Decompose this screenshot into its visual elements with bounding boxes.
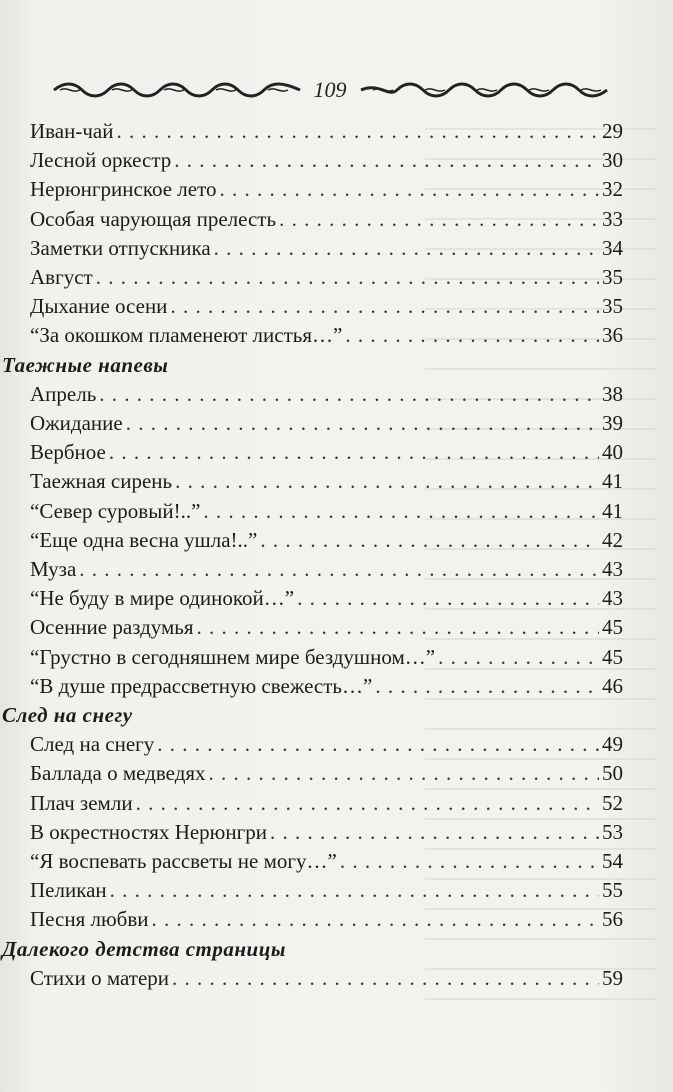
toc-entry — [30, 496, 623, 526]
toc-entry-page: 49 — [602, 732, 623, 756]
toc-entry-title: Нерюнгринское лето — [30, 177, 217, 201]
dot-leader — [157, 729, 599, 759]
toc-entry-page: 54 — [602, 849, 623, 873]
dot-leader — [340, 846, 599, 876]
dot-leader — [110, 875, 599, 905]
dot-leader — [174, 145, 599, 175]
toc-entry-title: “Я воспевать рассветы не могу…” — [30, 849, 337, 873]
toc-entry — [30, 758, 623, 788]
dot-leader — [209, 758, 599, 788]
toc-entry — [30, 612, 623, 642]
toc-entry-title: “Север суровый!..” — [30, 499, 201, 523]
toc-entry-title: Таежная сирень — [30, 469, 173, 493]
toc-entry-title: Особая чарующая прелесть — [30, 207, 277, 231]
toc-entry-title: Песня любви — [30, 907, 149, 931]
toc-entry-page: 52 — [602, 791, 623, 815]
toc-entry — [30, 174, 623, 204]
toc-entry-title: Плач земли — [30, 791, 133, 815]
dot-leader — [172, 963, 599, 993]
toc-entry — [30, 875, 623, 905]
toc-entry-title: “Не буду в мире одинокой…” — [30, 586, 295, 610]
toc-entry-title: Осенние раздумья — [30, 615, 194, 639]
toc-entry-page: 41 — [602, 499, 623, 523]
toc-entry-page: 41 — [602, 469, 623, 493]
page-number: 109 — [313, 77, 347, 102]
toc-entry — [30, 846, 623, 876]
toc-entry-title: Август — [30, 265, 93, 289]
dot-leader — [197, 612, 599, 642]
toc-entry-page: 38 — [602, 382, 623, 406]
toc-entry-title: “За окошком пламенеют листья…” — [30, 323, 343, 347]
toc-entry — [30, 204, 623, 234]
dot-leader — [170, 291, 599, 321]
toc-entry-page: 29 — [602, 119, 623, 143]
toc-entry-title: Иван-чай — [30, 119, 114, 143]
toc-entry — [30, 466, 623, 496]
toc-entry — [30, 729, 623, 759]
toc-entry-title: Ожидание — [30, 411, 123, 435]
right-ornament-icon — [359, 82, 609, 98]
toc-entry — [30, 583, 623, 613]
toc-entry — [30, 963, 623, 993]
page-header — [30, 76, 630, 104]
toc-entry — [30, 642, 623, 672]
toc-entry-page: 45 — [602, 645, 623, 669]
toc-entry — [30, 408, 623, 438]
toc-entry — [30, 320, 623, 350]
dot-leader — [260, 525, 599, 555]
toc-entry-title: Заметки отпускника — [30, 236, 211, 260]
toc-entry-page: 59 — [602, 966, 623, 990]
toc-entry-page: 53 — [602, 820, 623, 844]
dot-leader — [151, 904, 599, 934]
toc-entry-title: “В душе предрассветную свежесть…” — [30, 674, 373, 698]
toc-entry-title: Стихи о матери — [30, 966, 170, 990]
dot-leader — [79, 554, 599, 584]
dot-leader — [375, 671, 599, 701]
toc-entry-page: 30 — [602, 148, 623, 172]
toc-entry — [30, 817, 623, 847]
toc-entry — [30, 233, 623, 263]
dot-leader — [297, 583, 599, 613]
toc-entry — [30, 525, 623, 555]
toc-entry-title: След на снегу — [30, 732, 155, 756]
toc-entry-title: “Еще одна весна ушла!..” — [30, 528, 258, 552]
toc-entry — [30, 554, 623, 584]
toc-entry — [30, 116, 623, 146]
dot-leader — [270, 817, 599, 847]
toc-entry-page: 35 — [602, 265, 623, 289]
toc-entry-page: 35 — [602, 294, 623, 318]
dot-leader — [345, 320, 599, 350]
toc-entry-page: 33 — [602, 207, 623, 231]
toc-entry-page: 40 — [602, 440, 623, 464]
toc-entry-page: 39 — [602, 411, 623, 435]
left-ornament-icon — [52, 82, 302, 98]
toc-entry-page: 46 — [602, 674, 623, 698]
dot-leader — [203, 496, 599, 526]
toc-entry-page: 45 — [602, 615, 623, 639]
dot-leader — [279, 204, 599, 234]
toc-entry — [30, 904, 623, 934]
toc-entry-page: 32 — [602, 177, 623, 201]
toc-entry-page: 36 — [602, 323, 623, 347]
toc-entry-title: Апрель — [30, 382, 97, 406]
toc-entry-title: Пеликан — [30, 878, 107, 902]
toc-entry — [30, 262, 623, 292]
toc-entry-page: 56 — [602, 907, 623, 931]
toc-entry-title: В окрестностях Нерюнгри — [30, 820, 267, 844]
section-heading: След на снегу — [2, 703, 133, 727]
toc-entry-title: Вербное — [30, 440, 106, 464]
dot-leader — [136, 788, 599, 818]
dot-leader — [214, 233, 599, 263]
dot-leader — [126, 408, 599, 438]
toc-entry — [30, 379, 623, 409]
dot-leader — [99, 379, 599, 409]
toc-entry-page: 34 — [602, 236, 623, 260]
section-heading: Далекого детства страницы — [2, 937, 286, 961]
toc-entry-title: “Грустно в сегодняшнем мире бездушном…” — [30, 645, 436, 669]
dot-leader — [109, 437, 599, 467]
toc-entry-title: Лесной оркестр — [30, 148, 172, 172]
toc-entry-title: Муза — [30, 557, 77, 581]
dot-leader — [96, 262, 599, 292]
toc-entry-title: Дыхание осени — [30, 294, 168, 318]
toc-entry-page: 55 — [602, 878, 623, 902]
toc-entry-page: 50 — [602, 761, 623, 785]
toc-entry-page: 43 — [602, 557, 623, 581]
toc-entry — [30, 437, 623, 467]
toc-entry-page: 42 — [602, 528, 623, 552]
dot-leader — [116, 116, 599, 146]
dot-leader — [175, 466, 599, 496]
toc-entry-page: 43 — [602, 586, 623, 610]
toc-entry-title: Баллада о медведях — [30, 761, 206, 785]
toc-entry — [30, 145, 623, 175]
dot-leader — [220, 174, 600, 204]
toc-entry — [30, 291, 623, 321]
toc-entry — [30, 671, 623, 701]
toc-entry — [30, 788, 623, 818]
section-heading: Таежные напевы — [2, 353, 169, 377]
dot-leader — [438, 642, 599, 672]
